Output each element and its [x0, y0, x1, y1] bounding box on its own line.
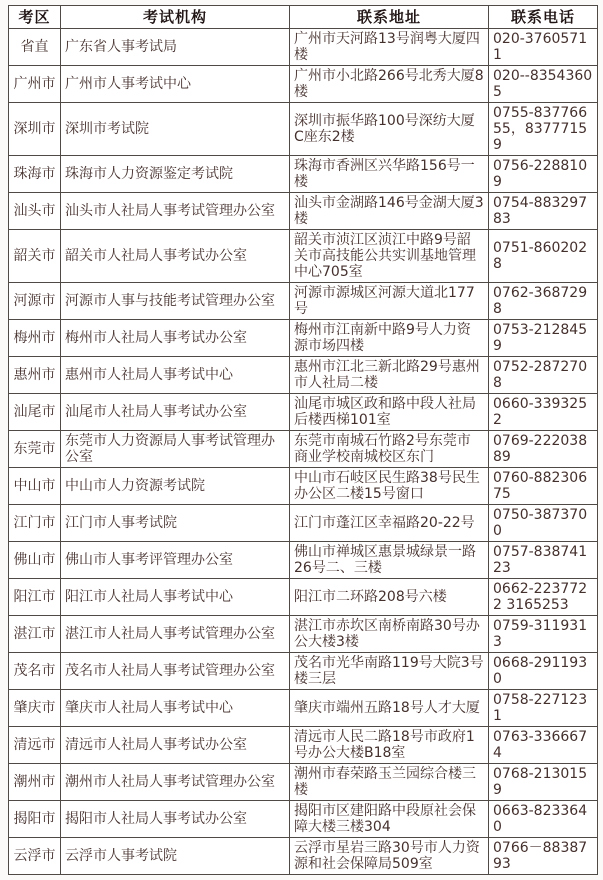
cell-phone: 0752-2872708: [489, 357, 598, 394]
table-row: [9, 468, 598, 505]
cell-org: 广东省人事考试局: [61, 29, 290, 66]
cell-phone: 0760-88230675: [489, 468, 598, 505]
table-row: [9, 838, 598, 875]
cell-region: 珠海市: [9, 156, 61, 193]
cell-phone: 0763-3366674: [489, 727, 598, 764]
table-row: [9, 764, 598, 801]
cell-org: 佛山市人事考评管理办公室: [61, 542, 290, 579]
cell-region: 东莞市: [9, 431, 61, 468]
cell-address: 潮州市春荣路玉兰园综合楼三楼: [290, 764, 489, 801]
cell-phone: 0754-88329783: [489, 193, 598, 230]
cell-region: 肇庆市: [9, 690, 61, 727]
cell-region: 佛山市: [9, 542, 61, 579]
cell-phone: 0662-2237722 3165253: [489, 579, 598, 616]
cell-address: 佛山市禅城区惠景城绿景一路 26号二、三楼: [290, 542, 489, 579]
cell-address: 清远市人民二路18号市政府1号办公大楼B18室: [290, 727, 489, 764]
cell-phone: 0762-3687298: [489, 283, 598, 320]
cell-org: 东莞市人力资源局人事考试管理办公室: [61, 431, 290, 468]
cell-region: 茂名市: [9, 653, 61, 690]
cell-region: 云浮市: [9, 838, 61, 875]
table-row: [9, 283, 598, 320]
cell-region: 清远市: [9, 727, 61, 764]
cell-org: 惠州市人社局人事考试中心: [61, 357, 290, 394]
cell-phone: 0663-8233640: [489, 801, 598, 838]
cell-region: 揭阳市: [9, 801, 61, 838]
cell-address: 惠州市江北三新北路29号惠州市人社局二楼: [290, 357, 489, 394]
cell-phone: 0755-83776655，83777159: [489, 103, 598, 156]
cell-org: 肇庆市人社局人事考试中心: [61, 690, 290, 727]
cell-phone: 0757-83874123: [489, 542, 598, 579]
cell-address: 揭阳市区建阳路中段原社会保障大楼三楼304: [290, 801, 489, 838]
cell-address: 河源市源城区河源大道北177号: [290, 283, 489, 320]
column-header-phone: 联系电话: [489, 6, 598, 29]
table-row: [9, 616, 598, 653]
cell-phone: 0769-22203889: [489, 431, 598, 468]
table-row: [9, 431, 598, 468]
cell-phone: 0660-3393252: [489, 394, 598, 431]
table-row: [9, 727, 598, 764]
table-row: [9, 801, 598, 838]
header-row: [9, 6, 598, 29]
cell-region: 韶关市: [9, 230, 61, 283]
cell-org: 湛江市人社局人事考试管理办公室: [61, 616, 290, 653]
cell-region: 湛江市: [9, 616, 61, 653]
cell-org: 茂名市人社局人事考试管理办公室: [61, 653, 290, 690]
column-header-org: 考试机构: [61, 6, 290, 29]
cell-address: 肇庆市端州五路18号人才大厦: [290, 690, 489, 727]
cell-phone: 020--83543605: [489, 66, 598, 103]
cell-region: 惠州市: [9, 357, 61, 394]
cell-phone: 0768-2130159: [489, 764, 598, 801]
cell-org: 清远市人社局人事考试办公室: [61, 727, 290, 764]
cell-org: 江门市人事考试院: [61, 505, 290, 542]
cell-region: 潮州市: [9, 764, 61, 801]
table-row: [9, 542, 598, 579]
table-row: [9, 357, 598, 394]
cell-phone: 0758-2271231: [489, 690, 598, 727]
table-row: [9, 230, 598, 283]
table-row: [9, 394, 598, 431]
cell-org: 潮州市人社局人事考试管理办公室: [61, 764, 290, 801]
cell-org: 云浮市人事考试院: [61, 838, 290, 875]
cell-region: 江门市: [9, 505, 61, 542]
cell-phone: 0759-3119313: [489, 616, 598, 653]
column-header-address: 联系地址: [290, 6, 489, 29]
table-header: [9, 6, 598, 29]
cell-address: 广州市天河路13号润粤大厦四楼: [290, 29, 489, 66]
cell-address: 广州市小北路266号北秀大厦8楼: [290, 66, 489, 103]
cell-region: 省直: [9, 29, 61, 66]
table-row: [9, 653, 598, 690]
cell-phone: 0756-2288109: [489, 156, 598, 193]
cell-phone: 0766－8838793: [489, 838, 598, 875]
table-row: [9, 193, 598, 230]
cell-region: 梅州市: [9, 320, 61, 357]
cell-address: 珠海市香洲区兴华路156号一楼: [290, 156, 489, 193]
cell-region: 广州市: [9, 66, 61, 103]
cell-phone: 0750-3873700: [489, 505, 598, 542]
cell-phone: 020-37605711: [489, 29, 598, 66]
table-row: [9, 66, 598, 103]
cell-address: 江门市蓬江区幸福路20-22号: [290, 505, 489, 542]
table-row: [9, 29, 598, 66]
cell-org: 深圳市考试院: [61, 103, 290, 156]
cell-org: 梅州市人社局人事考试办公室: [61, 320, 290, 357]
cell-address: 茂名市光华南路119号大院3号楼三层: [290, 653, 489, 690]
table-body: [9, 29, 598, 875]
cell-org: 韶关市人社局人事考试办公室: [61, 230, 290, 283]
cell-org: 河源市人事与技能考试管理办公室: [61, 283, 290, 320]
cell-region: 河源市: [9, 283, 61, 320]
table-row: [9, 579, 598, 616]
cell-address: 汕头市金湖路146号金湖大厦3楼: [290, 193, 489, 230]
cell-address: 湛江市赤坎区南桥南路30号办公大楼3楼: [290, 616, 489, 653]
cell-phone: 0668-2911930: [489, 653, 598, 690]
cell-org: 汕头市人社局人事考试管理办公室: [61, 193, 290, 230]
exam-contact-table: [8, 5, 598, 875]
cell-region: 汕头市: [9, 193, 61, 230]
cell-address: 云浮市星岩三路30号市人力资源和社会保障局509室: [290, 838, 489, 875]
table-row: [9, 320, 598, 357]
cell-address: 东莞市南城石竹路2号东莞市商业学校南城校区东门: [290, 431, 489, 468]
cell-address: 中山市石岐区民生路38号民生办公区二楼15号窗口: [290, 468, 489, 505]
table-row: [9, 103, 598, 156]
cell-org: 汕尾市人社局人事考试办公室: [61, 394, 290, 431]
cell-address: 阳江市二环路208号六楼: [290, 579, 489, 616]
table-row: [9, 690, 598, 727]
column-header-region: 考区: [9, 6, 61, 29]
cell-org: 广州市人事考试中心: [61, 66, 290, 103]
table-row: [9, 156, 598, 193]
cell-org: 阳江市人社局人事考试中心: [61, 579, 290, 616]
table-row: [9, 505, 598, 542]
cell-phone: 0751-8602028: [489, 230, 598, 283]
cell-region: 深圳市: [9, 103, 61, 156]
cell-org: 揭阳市人社局人事考试办公室: [61, 801, 290, 838]
cell-region: 阳江市: [9, 579, 61, 616]
cell-region: 中山市: [9, 468, 61, 505]
cell-phone: 0753-2128459: [489, 320, 598, 357]
cell-address: 韶关市浈江区浈江中路9号韶关市高技能公共实训基地管理中心705室: [290, 230, 489, 283]
cell-address: 梅州市江南新中路9号人力资源市场四楼: [290, 320, 489, 357]
cell-org: 珠海市人力资源鉴定考试院: [61, 156, 290, 193]
cell-address: 汕尾市城区政和路中段人社局后楼西梯101室: [290, 394, 489, 431]
cell-org: 中山市人力资源考试院: [61, 468, 290, 505]
cell-address: 深圳市振华路100号深纺大厦C座东2楼: [290, 103, 489, 156]
cell-region: 汕尾市: [9, 394, 61, 431]
